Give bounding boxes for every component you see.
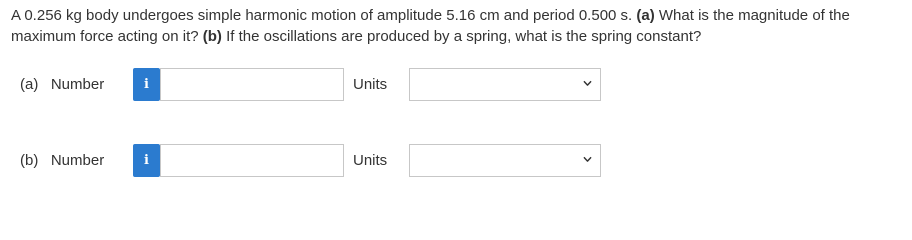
info-button-b[interactable] bbox=[133, 144, 160, 177]
question-part-a: What is the magnitude of the maximum force acting on it? bbox=[11, 7, 850, 45]
question-intro: A 0.256 kg body undergoes simple harmonic motion of amplitude 5.16 cm and period 0.500 s. bbox=[11, 7, 637, 24]
chevron-down-icon bbox=[583, 79, 592, 88]
part-b-marker: (b) bbox=[202, 28, 222, 45]
part-a-label: (a) Number bbox=[20, 76, 105, 93]
units-select-a[interactable] bbox=[409, 68, 601, 101]
units-select-b[interactable] bbox=[409, 144, 601, 177]
question-part-b: If the oscillations are produced by a spring, what is the spring constant? bbox=[221, 28, 702, 45]
info-icon: i bbox=[144, 153, 149, 168]
number-input-b[interactable] bbox=[160, 144, 344, 177]
chevron-down-icon bbox=[583, 155, 592, 164]
units-label-b: Units bbox=[353, 152, 388, 169]
answer-row-a bbox=[0, 68, 912, 102]
info-button-a[interactable] bbox=[133, 68, 160, 101]
info-icon: i bbox=[144, 77, 149, 92]
question-text bbox=[11, 5, 901, 47]
units-label-a: Units bbox=[353, 76, 388, 93]
answer-row-b bbox=[0, 144, 912, 178]
part-b-label: (b) Number bbox=[20, 152, 105, 169]
part-a-marker: (a) bbox=[636, 7, 655, 24]
number-input-a[interactable] bbox=[160, 68, 344, 101]
